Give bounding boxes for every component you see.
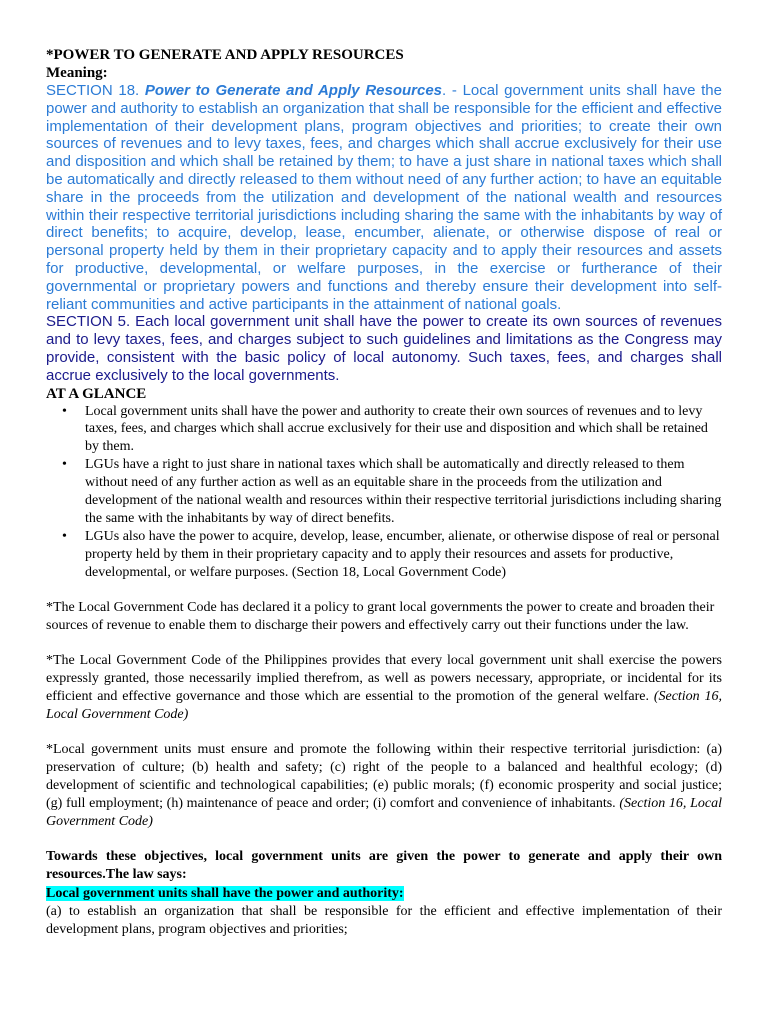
powers-text: *The Local Government Code of the Philippines provides that every local government unit shall exercise the powers expressly granted, those necessarily implied therefrom, as well as powers necessary, appropriate, or incidental for its efficient and effective governance and those which are essential to the promotion of the general welfare. xyxy=(46,652,722,704)
section-18-paragraph xyxy=(46,82,722,313)
glance-bullet: • LGUs also have the power to acquire, develop, lease, encumber, alienate, or otherwise dispose of real or personal property held by them in their proprietary capacity and to apply their resources and assets for productive, developmental, or welfare purposes. (Section 18, Local Government Code) xyxy=(85,528,722,582)
glance-list xyxy=(46,403,722,582)
document-heading: *POWER TO GENERATE AND APPLY RESOURCES xyxy=(46,47,404,63)
objectives-paragraph: Towards these objectives, local government units are given the power to generate and apply their own resources.The law says: xyxy=(46,848,722,882)
highlighted-text: Local government units shall have the power and authority: xyxy=(46,885,404,901)
item-a-paragraph: (a) to establish an organization that shall be responsible for the efficient and effective implementation of their development plans, program objectives and priorities; xyxy=(46,903,722,937)
powers-paragraph xyxy=(46,652,722,724)
jurisdiction-text: *Local government units must ensure and promote the following within their respective territorial jurisdiction: (a) preservation of culture; (b) health and safety; (c) right of the people to a balanced and healthful ecology; (d) development of scientific and technological capabilities; (e) public morals; (f) economic prosperity and social justice; (g) full employment; (h) maintenance of peace and order; (i) comfort and convenience of inhabitants. xyxy=(46,741,722,811)
jurisdiction-paragraph xyxy=(46,741,722,831)
meaning-label: Meaning: xyxy=(46,65,108,81)
jurisdiction-citation: (Section 16, Local Government Code) xyxy=(46,795,722,829)
section-18-text: . - Local government units shall have the power and authority to establish an organization that shall be responsible for the efficient and effective implementation of their development plans, program objectives and priorities; to create their own sources of revenues and to levy taxes, fees, and charges which shall accrue exclusively for their use and disposition and which shall be retained by them; to have a just share in national taxes which shall be automatically and directly released to them without need of any further action; to have an equitable share in the proceeds from the utilization and development of the national wealth and resources within their respective territorial jurisdictions including sharing the same with the inhabitants by way of direct benefits; to acquire, develop, lease, encumber, alienate, or otherwise dispose of real or personal property held by them in their proprietary capacity and to apply their resources and assets for productive, developmental, or welfare purposes, in the exercise or furtherance of their governmental or proprietary powers and functions and thereby ensure their development into self-reliant communities and active participants in the attainment of national goals. xyxy=(46,82,722,313)
highlight-line xyxy=(46,885,722,903)
glance-bullet: • Local government units shall have the power and authority to create their own sources of revenues and to levy taxes, fees, and charges which shall accrue exclusively for their use and disposition and which shall be retained by them. xyxy=(85,403,722,457)
section-5-paragraph: SECTION 5. Each local government unit shall have the power to create its own sources of revenues and to levy taxes, fees, and charges subject to such guidelines and limitations as the Congress may provide, consistent with the basic policy of local autonomy. Such taxes, fees, and charges shall accrue exclusively to the local governments. xyxy=(46,313,722,384)
section-18-label: SECTION 18. xyxy=(46,82,140,99)
at-a-glance-heading: AT A GLANCE xyxy=(46,385,147,402)
glance-bullet: • LGUs have a right to just share in national taxes which shall be automatically and directly released to them without need of any further action as well as an equitable share in the proceeds from the utilization and development of the national wealth and resources within their respective territorial jurisdictions including sharing the same with the inhabitants by way of direct benefits. xyxy=(85,456,722,528)
powers-citation: (Section 16, Local Government Code) xyxy=(46,688,722,722)
policy-paragraph: *The Local Government Code has declared it a policy to grant local governments the power to create and broaden their sources of revenue to enable them to discharge their powers and effectively carry out their functions under the law. xyxy=(46,599,715,633)
section-18-title: Power to Generate and Apply Resources xyxy=(144,82,443,99)
